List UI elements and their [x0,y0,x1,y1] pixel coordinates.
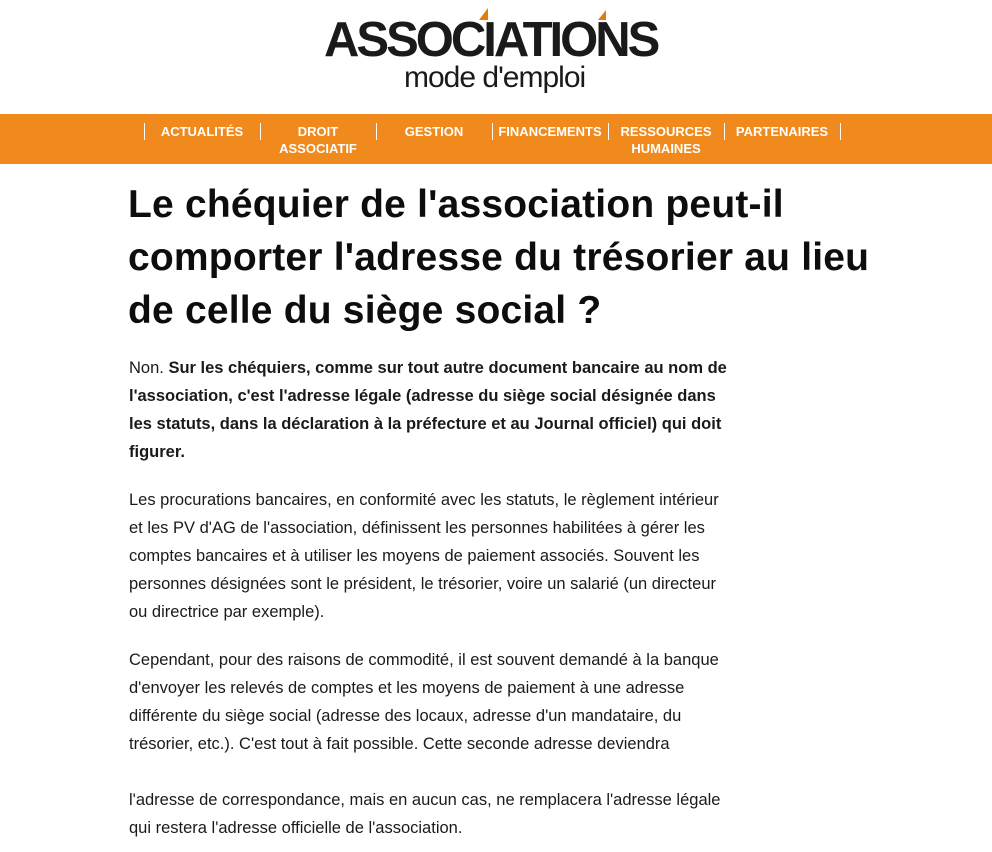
nav-label: RESSOURCES [620,124,712,139]
nav-item-ressources-humaines[interactable] [608,122,724,158]
nav-separator [144,123,145,140]
answer-lead: Non. [129,359,169,377]
nav-separator [492,123,493,140]
nav-label: DROIT [297,124,339,139]
nav-separator [260,123,261,140]
logo-accent-mark-2 [598,10,606,20]
nav-separator [724,123,725,140]
nav-label: FINANCEMENTS [498,124,602,139]
nav-label: GESTION [404,124,464,139]
nav-separator [840,123,841,140]
nav-label-line2: ASSOCIATIF [279,141,357,156]
article-paragraph-3-continued: l'adresse de correspondance, mais en aucun cas, ne remplacera l'adresse légale qui restera l'adresse officielle de l'association. [129,791,721,837]
site-header [0,0,992,114]
nav-list [144,122,840,158]
nav-label-line2: HUMAINES [631,141,701,156]
nav-separator [376,123,377,140]
article-paragraph-3: Cependant, pour des raisons de commodité, il est souvent demandé à la banque d'envoyer les relevés de comptes et les moyens de paiement à une adresse différente du siège social (adresse des locaux, adresse d'un mandataire, du trésorier, etc.). C'est tout à fait possible. Cette seconde adresse deviendra [129,651,719,753]
article-paragraph-1 [129,354,729,466]
nav-label: PARTENAIRES [735,124,829,139]
logo-accent-mark [479,8,488,20]
nav-separator [608,123,609,140]
site-logo[interactable] [320,8,672,108]
nav-item-gestion[interactable] [376,122,492,158]
nav-item-financements[interactable] [492,122,608,158]
main-nav [0,114,992,164]
logo-main-text: ASSOCIATIONS [324,13,658,67]
logo-subtitle: mode d'emploi [404,61,586,94]
article-title: Le chéquier de l'association peut-il comporter l'adresse du trésorier au lieu de celle du siège social ? [128,183,870,332]
nav-label: ACTUALITÉS [160,124,244,139]
article-paragraph-2: Les procurations bancaires, en conformité avec les statuts, le règlement intérieur et les PV d'AG de l'association, définissent les personnes habilitées à gérer les comptes bancaires et à utiliser les moyens de paiement associés. Souvent les personnes désignées sont le président, le trésorier, voire un salarié (un directeur ou directrice par exemple). [129,491,719,621]
answer-bold-text: Sur les chéquiers, comme sur tout autre document bancaire au nom de l'association, c'est l'adresse légale (adresse du siège social désignée dans les statuts, dans la déclaration à la préfecture et au Journal officiel) qui doit figurer. [129,359,727,461]
nav-item-actualites[interactable] [144,122,260,158]
nav-item-droit-associatif[interactable] [260,122,376,158]
nav-item-partenaires[interactable] [724,122,840,158]
